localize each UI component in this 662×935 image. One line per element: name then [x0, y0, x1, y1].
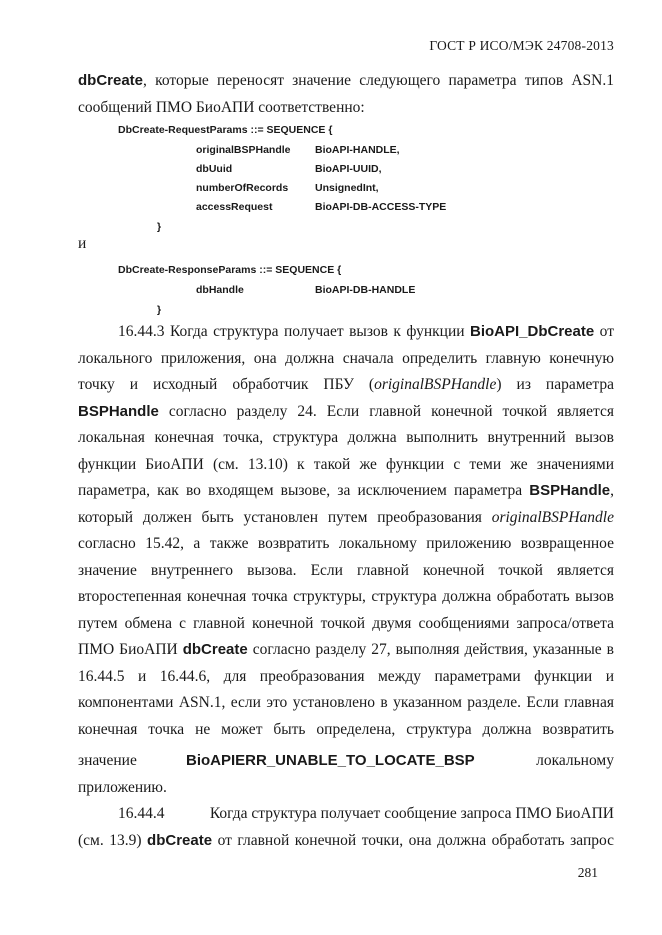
return-value-line: [78, 748, 614, 775]
arg-original-bsp-handle: originalBSPHandle: [491, 508, 614, 526]
param-bsphandle: BSPHandle: [78, 402, 159, 420]
intro-line-2: сообщений ПМО БиоАПИ соответственно:: [78, 98, 365, 116]
return-target: локальному: [536, 752, 614, 769]
request-field-name: originalBSPHandle: [196, 144, 291, 156]
response-params-header: DbCreate-ResponseParams ::= SEQUENCE {: [118, 264, 342, 276]
paragraph-16-44-3: 16.44.3 Когда структура получает вызов к функции BioAPI_DbCreate от локального приложения, она должна сначала определить главную конечную точку и исходный обработчик ПБУ (originalBSPHandle) из параметра BSPHandle согласно разделу 24. Если главной конечной точкой является локальная конечная точка, структура должна выполнить внутренний вызов функции БиоАПИ (см. 13.10) к такой же функции с теми же значениями параметра, как во входящем вызове, за исключением параметра BSPHandle, который должен быть установлен путем преобразования originalBSPHandle согласно 15.42, а также возвратить локальному приложению возвращенное значение внутреннего вызова. Если главной конечной точкой является второстепенная конечная точка структуры, структура должна обработать вызов путем обмена с главной конечной точкой двумя сообщениями запроса/ответа ПМО БиоАПИ dbCreate согласно разделу 27, выполняя действия, указанные в 16.44.5 и 16.44.6, для преобразования между параметрами функции и компонентами ASN.1, если это установлено в указанном разделе. Если главная конечная точка не может быть определена, структура должна возвратить: [78, 323, 615, 738]
paragraph-16-44-4-line-2: (см. 13.9) dbCreate от главной конечной точки, она должна обработать запрос: [78, 831, 614, 849]
return-label: значение: [78, 752, 137, 769]
param-bsphandle: BSPHandle: [529, 482, 611, 499]
function-bioapi-dbcreate: BioAPI_DbCreate: [470, 323, 595, 340]
term-dbcreate: dbCreate: [78, 72, 144, 89]
request-close-brace: }: [157, 221, 162, 233]
message-dbcreate: dbCreate: [147, 831, 213, 849]
request-field-type: BioAPI-DB-ACCESS-TYPE: [315, 201, 447, 213]
conjunction: и: [78, 235, 87, 252]
paragraph-tail: приложению.: [78, 778, 167, 796]
page-number: 281: [577, 865, 598, 880]
request-params-header: DbCreate-RequestParams ::= SEQUENCE {: [118, 124, 333, 136]
request-field-type: UnsignedInt,: [315, 182, 379, 194]
request-field-type: BioAPI-HANDLE,: [315, 144, 400, 156]
response-field-type: BioAPI-DB-HANDLE: [315, 284, 416, 296]
request-field-name: accessRequest: [196, 201, 273, 213]
clause-number: 16.44.4: [118, 805, 165, 822]
standard-header: ГОСТ Р ИСО/МЭК 24708-2013: [429, 38, 614, 53]
paragraph-16-44-4-line-1: 16.44.4 Когда структура получает сообщение запроса ПМО БиоАПИ: [78, 801, 614, 828]
error-code: BioAPIERR_UNABLE_TO_LOCATE_BSP: [186, 752, 475, 769]
request-field-name: dbUuid: [196, 163, 233, 175]
arg-original-bsp-handle: originalBSPHandle: [374, 376, 497, 393]
message-dbcreate: dbCreate: [182, 641, 248, 658]
request-field-type: BioAPI-UUID,: [315, 163, 382, 175]
response-field-name: dbHandle: [196, 284, 244, 296]
intro-line-1: dbCreate, которые переносят значение следующего параметра типов ASN.1: [78, 72, 614, 89]
response-close-brace: }: [157, 304, 162, 316]
request-field-name: numberOfRecords: [196, 182, 289, 194]
